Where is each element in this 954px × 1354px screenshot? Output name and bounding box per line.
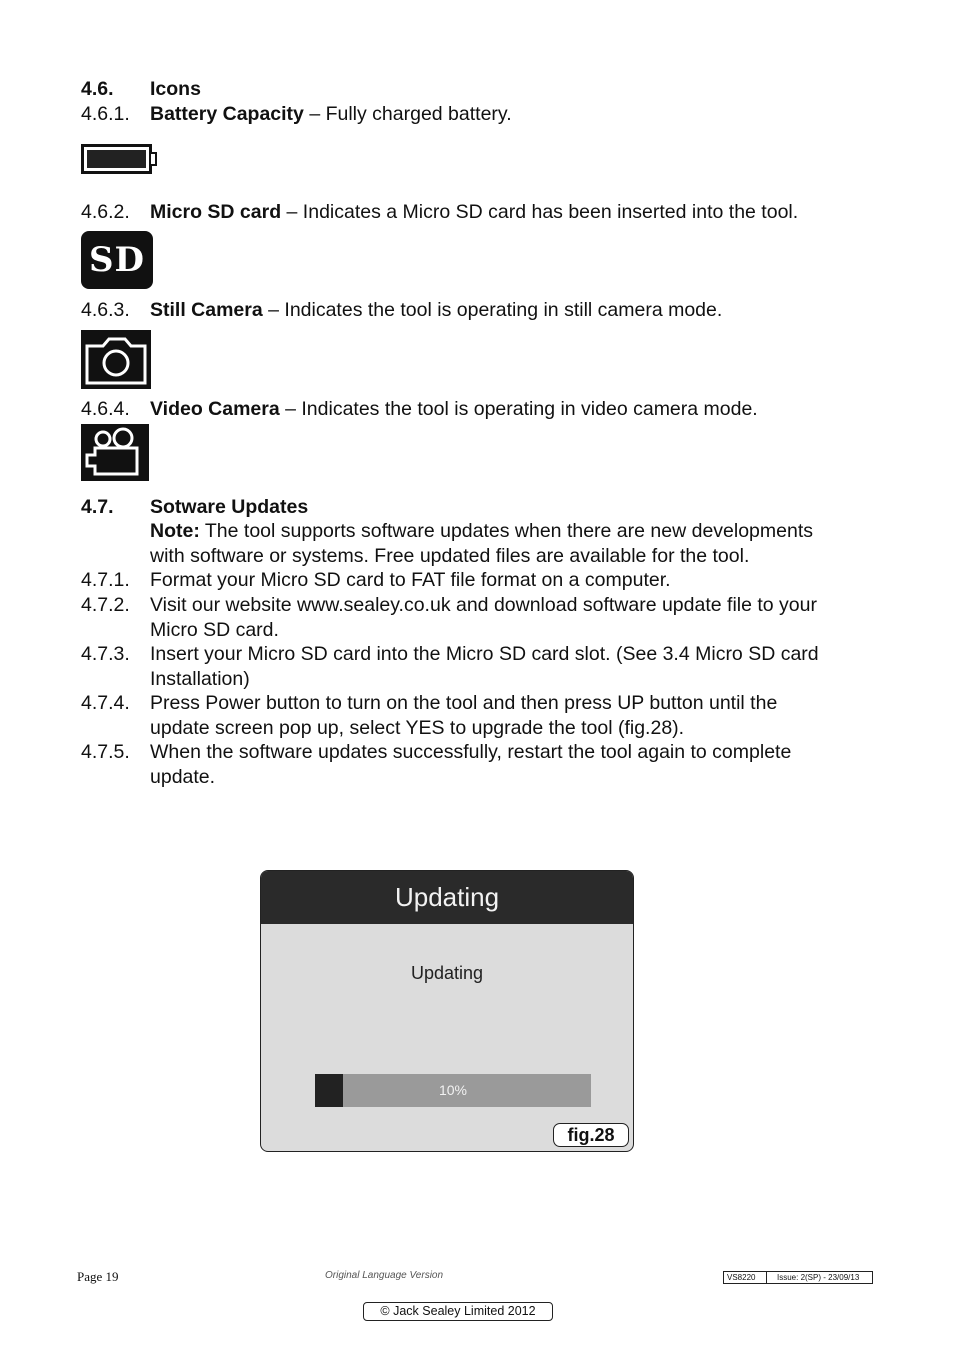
step-text: When the software updates successfully, restart the tool again to complete: [150, 741, 792, 763]
figure-caption: fig.28: [553, 1123, 629, 1147]
document-reference-box: [723, 1271, 873, 1284]
item-title: Video Camera: [150, 398, 280, 420]
step-text: Press Power button to turn on the tool and then press UP button until the: [150, 692, 778, 714]
still-camera-icon: [81, 330, 151, 389]
step-text: Micro SD card.: [150, 619, 279, 641]
section-number: 4.6.: [81, 78, 114, 100]
page-number: Page 19: [77, 1269, 119, 1284]
item-description: – Fully charged battery.: [303, 103, 512, 125]
section-title: Sotware Updates: [150, 496, 309, 518]
note-text: The tool supports software updates when there are new developments: [199, 520, 814, 542]
item-title: Micro SD card: [150, 201, 282, 223]
update-screen-title: Updating: [261, 871, 633, 924]
step-number: 4.7.5.: [81, 741, 130, 763]
item-number: 4.6.2.: [81, 201, 130, 223]
step-number: 4.7.4.: [81, 692, 130, 714]
issue-date: Issue: 2(SP) - 23/09/13: [777, 1273, 860, 1282]
step-text: Format your Micro SD card to FAT file format on a computer.: [150, 569, 671, 591]
item-number: 4.6.4.: [81, 398, 130, 420]
item-description: – Indicates the tool is operating in video camera mode.: [279, 398, 758, 420]
step-text: update.: [150, 766, 216, 788]
step-text: update screen pop up, select YES to upgrade the tool (fig.28).: [150, 717, 685, 739]
note-label: Note:: [150, 520, 200, 542]
item-number: 4.6.3.: [81, 299, 130, 321]
step-number: 4.7.3.: [81, 643, 130, 665]
model-number: VS8220: [727, 1273, 756, 1282]
video-camera-icon: [81, 424, 149, 481]
step-text: Installation): [150, 668, 250, 690]
update-progress-bar: [315, 1074, 591, 1107]
original-language-note: Original Language Version: [325, 1270, 444, 1281]
item-description: – Indicates a Micro SD card has been inserted into the tool.: [281, 201, 799, 223]
update-progress-label: 10%: [438, 1082, 468, 1098]
copyright-notice: © Jack Sealey Limited 2012: [363, 1302, 553, 1321]
step-number: 4.7.2.: [81, 594, 130, 616]
step-text: Visit our website www.sealey.co.uk and download software update file to your: [150, 594, 817, 616]
sd-card-icon: [81, 231, 153, 289]
update-screen-figure: [260, 870, 634, 1152]
step-text: Insert your Micro SD card into the Micro SD card slot. (See 3.4 Micro SD card: [150, 643, 819, 665]
section-number: 4.7.: [81, 496, 114, 518]
sd-card-icon-label: SD: [88, 240, 146, 280]
item-description: – Indicates the tool is operating in still camera mode.: [262, 299, 723, 321]
step-number: 4.7.1.: [81, 569, 130, 591]
reference-divider: [766, 1272, 767, 1283]
battery-full-icon: [81, 144, 159, 176]
section-title: Icons: [150, 78, 201, 100]
note-text: with software or systems. Free updated files are available for the tool.: [150, 545, 750, 567]
item-title: Battery Capacity: [150, 103, 304, 125]
update-screen-message: Updating: [410, 963, 484, 983]
item-title: Still Camera: [150, 299, 263, 321]
item-number: 4.6.1.: [81, 103, 130, 125]
